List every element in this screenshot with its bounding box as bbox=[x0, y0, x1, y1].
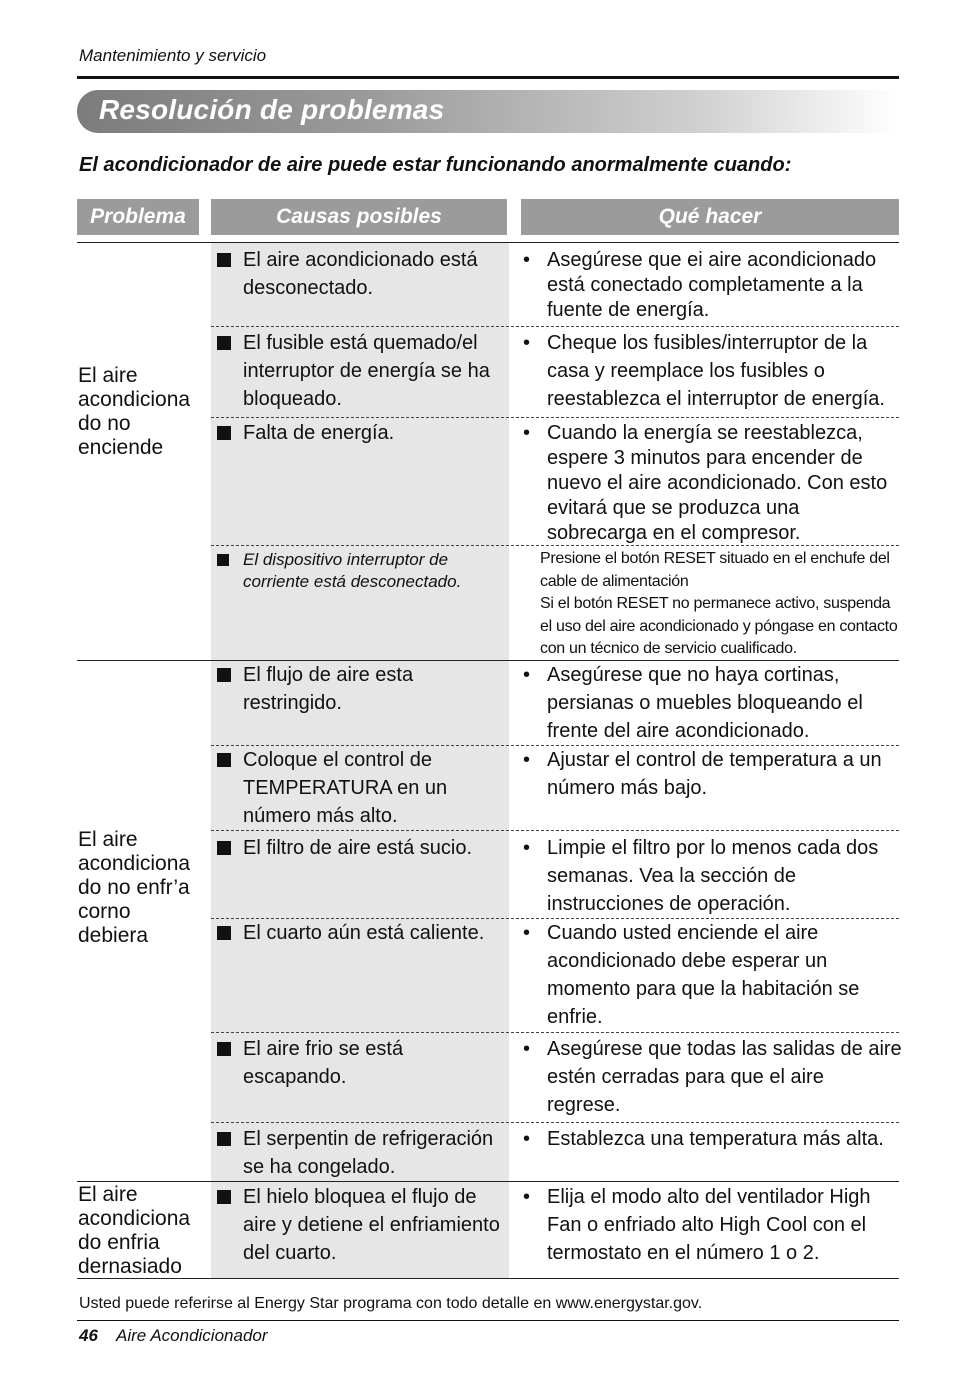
action-cell: Presione el botón RESET situado en el enchufe del cable de alimentación bbox=[540, 550, 890, 590]
column-header-problem: Problema bbox=[77, 199, 199, 235]
row-divider bbox=[211, 830, 899, 831]
action-cell: • Asegúrese que todas las salidas de aire estén cerradas para que el aire regrese. bbox=[520, 1035, 902, 1119]
row-divider bbox=[211, 326, 899, 327]
cause-cell: El cuarto aún está caliente. bbox=[216, 919, 508, 947]
group-divider bbox=[77, 1181, 899, 1182]
section-label: Mantenimiento y servicio bbox=[79, 46, 267, 65]
cause-cell: El hielo bloquea el flujo de aire y detiene el enfriamiento del cuarto. bbox=[216, 1183, 508, 1267]
action-cell: • Asegúrese que no haya cortinas, persianas o muebles bloqueando el frente del aire acondicionado. bbox=[520, 661, 902, 745]
action-cell: • Limpie el filtro por lo menos cada dos semanas. Vea la sección de instrucciones de operación. bbox=[520, 834, 902, 918]
action-cell: • Asegúrese que ei aire acondicionado está conectado completamente a la fuente de energía. bbox=[520, 248, 902, 323]
cause-cell: El filtro de aire está sucio. bbox=[216, 834, 508, 862]
column-header-action: Qué hacer bbox=[521, 199, 899, 235]
title-banner bbox=[77, 90, 899, 133]
cause-cell: El dispositivo interruptor de corriente está desconectado. bbox=[216, 549, 478, 593]
cause-cell: El flujo de aire esta restringido. bbox=[216, 661, 508, 717]
header-rule bbox=[77, 76, 899, 79]
cause-cell: Falta de energía. bbox=[216, 419, 508, 447]
cause-cell: El serpentin de refrigeración se ha congelado. bbox=[216, 1125, 508, 1181]
action-cell: • Ajustar el control de temperatura a un número más bajo. bbox=[520, 746, 902, 802]
action-cell: • Establezca una temperatura más alta. bbox=[520, 1125, 902, 1153]
action-cell: • Elija el modo alto del ventilador High Fan o enfriado alto High Cool con el termostato en el número 1 o 2. bbox=[520, 1183, 902, 1267]
footer-rule bbox=[77, 1320, 899, 1321]
footnote: Usted puede referirse al Energy Star programa con todo detalle en www.energystar.gov. bbox=[79, 1295, 703, 1312]
row-divider bbox=[211, 1032, 899, 1033]
row-divider bbox=[211, 1122, 899, 1123]
problem-cell: El aire acondiciona do enfria dernasiado bbox=[78, 1183, 191, 1278]
row-divider bbox=[211, 417, 899, 418]
cause-cell: El aire acondicionado está desconectado. bbox=[216, 246, 508, 302]
intro-subtitle: El acondicionador de aire puede estar funcionando anormalmente cuando: bbox=[79, 154, 792, 176]
problem-cell: El aire acondiciona do no enciende bbox=[78, 364, 191, 459]
page-number: 46 bbox=[79, 1326, 98, 1345]
table-top-rule bbox=[77, 242, 899, 243]
page-title: Resolución de problemas bbox=[99, 94, 445, 125]
action-cell-extra: Si el botón RESET no permanece activo, suspenda el uso del aire acondicionado y póngase en contacto con un técnico de servicio cualificado. bbox=[540, 595, 898, 657]
problem-cell: El aire acondiciona do no enfr’a corno debiera bbox=[78, 828, 191, 947]
column-header-causes: Causas posibles bbox=[211, 199, 507, 235]
action-cell: • Cuando la energía se reestablezca, espere 3 minutos para encender de nuevo el aire acondicionado. Con esto evitará que se produzca una sobrecarga en el compresor. bbox=[520, 421, 902, 546]
footer-title: Aire Acondicionador bbox=[116, 1326, 268, 1345]
cause-cell: Coloque el control de TEMPERATURA en un número más alto. bbox=[216, 746, 508, 830]
cause-cell: El aire frio se está escapando. bbox=[216, 1035, 508, 1091]
action-cell: • Cheque los fusibles/interruptor de la casa y reemplace los fusibles o reestablezca el interruptor de energía. bbox=[520, 329, 902, 413]
action-cell: • Cuando usted enciende el aire acondicionado debe esperar un momento para que la habitación se enfrie. bbox=[520, 919, 902, 1031]
cause-cell: El fusible está quemado/el interruptor de energía se ha bloqueado. bbox=[216, 329, 508, 413]
